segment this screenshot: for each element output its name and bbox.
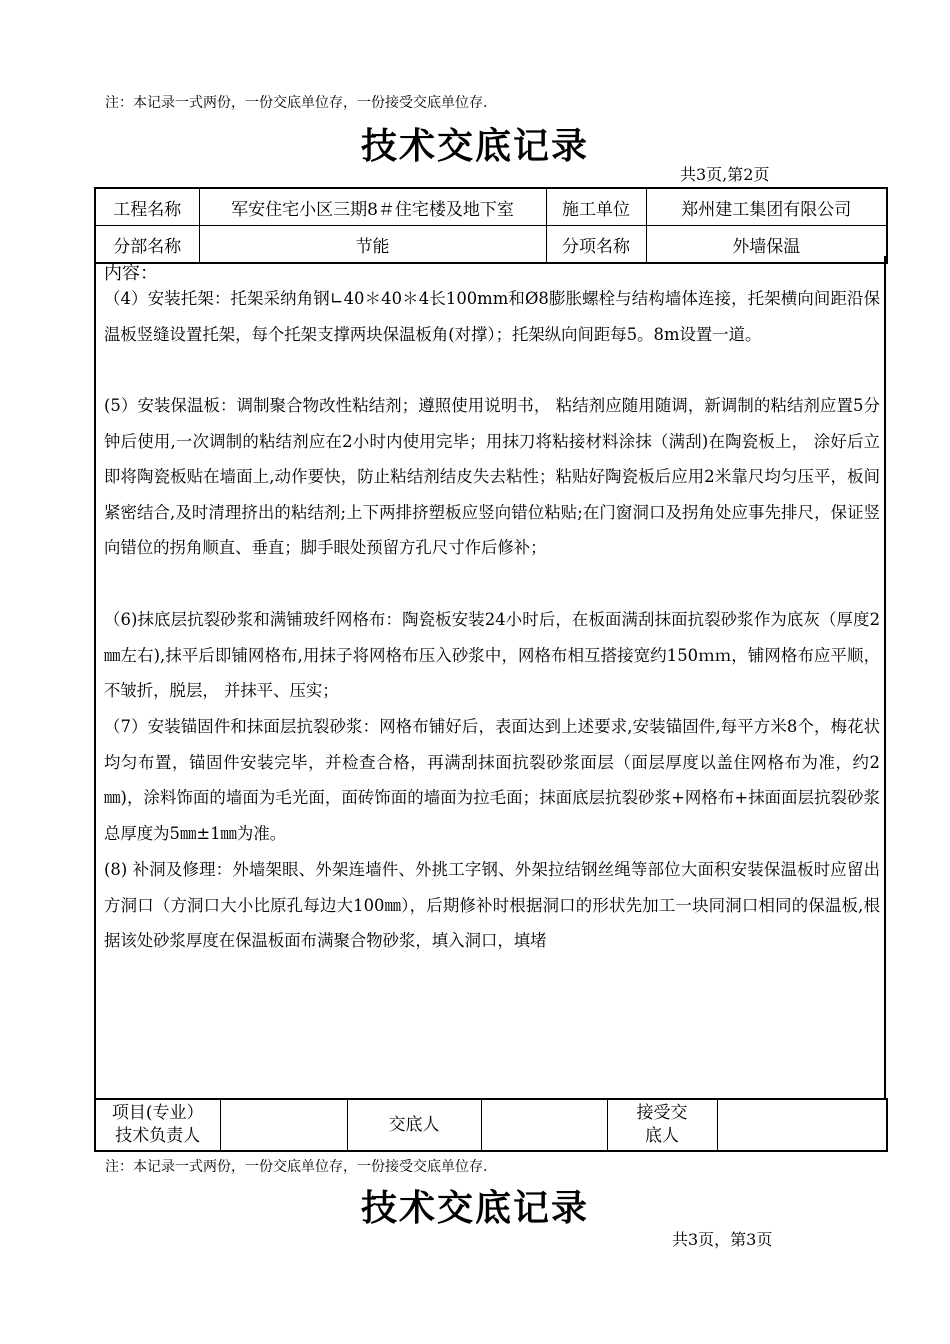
signature-row bbox=[95, 1099, 887, 1151]
subitem-label: 分项名称 bbox=[546, 226, 646, 264]
tech-lead-signature-cell[interactable] bbox=[220, 1099, 347, 1151]
top-note: 注：本记录一式两份，一份交底单位存，一份接受交底单位存. bbox=[105, 95, 488, 111]
construction-unit-value: 郑州建工集团有限公司 bbox=[646, 188, 887, 226]
signature-table bbox=[94, 1098, 888, 1152]
content-paragraph-5: (5）安装保温板：调制聚合物改性粘结剂；遵照使用说明书， 粘结剂应随用随调，新调制的粘结剂应置5分钟后使用,一次调制的粘结剂应在2小时内使用完毕；用抹刀将粘接材料涂抹（满刮)在陶瓷板上， 涂好后立即将陶瓷板贴在墙面上,动作要快，防止粘结剂结皮失去粘性；粘贴好陶瓷板后应用2米靠尺均匀压平，板间紧密结合,及时清理挤出的粘结剂;上下两排挤塑板应竖向错位粘贴;在门窗洞口及拐角处应事先排尺，保证竖向错位的拐角顺直、垂直；脚手眼处预留方孔尺寸作后修补； bbox=[104, 396, 880, 557]
receiver-label bbox=[607, 1099, 717, 1151]
page-title: 技术交底记录 bbox=[360, 125, 589, 167]
briefer-signature-cell[interactable] bbox=[481, 1099, 607, 1151]
footer-note: 注：本记录一式两份，一份交底单位存，一份接受交底单位存. bbox=[105, 1159, 488, 1175]
header-row-1 bbox=[95, 188, 887, 226]
page-number: 共3页,第2页 bbox=[680, 165, 770, 184]
content-paragraph-4: （4）安装托架：托架采纳角钢∟40＊40＊4长100mm和Ø8膨胀螺栓与结构墙体连接，托架横向间距沿保温板竖缝设置托架，每个托架支撑两块保温板角(对撑）；托架纵向间距每5。8m设置一道。 bbox=[104, 289, 880, 344]
tech-lead-label-line1: 项目(专业） bbox=[111, 1103, 204, 1123]
receiver-label-line1: 接受交 bbox=[636, 1103, 688, 1123]
project-name-value: 军安住宅小区三期8＃住宅楼及地下室 bbox=[199, 188, 546, 226]
receiver-label-line2: 底人 bbox=[645, 1126, 679, 1146]
header-table bbox=[94, 187, 888, 264]
content-paragraph-8: (8) 补洞及修理：外墙架眼、外架连墙件、外挑工字钢、外架拉结钢丝绳等部位大面积安装保温板时应留出方洞口（方洞口大小比原孔每边大100㎜），后期修补时根据洞口的形状先加工一块同洞口相同的保温板,根据该处砂浆厚度在保温板面布满聚合物砂浆，填入洞口，填堵 bbox=[104, 860, 880, 950]
division-label: 分部名称 bbox=[95, 226, 199, 264]
content-label: 内容： bbox=[104, 263, 158, 284]
next-page-title: 技术交底记录 bbox=[360, 1187, 589, 1229]
receiver-signature-cell[interactable] bbox=[717, 1099, 887, 1151]
content-paragraph-6: （6)抹底层抗裂砂浆和满铺玻纤网格布：陶瓷板安装24小时后，在板面满刮抹面抗裂砂浆作为底灰（厚度2㎜左右),抹平后即铺网格布,用抹子将网格布压入砂浆中，网格布相互搭接宽约150ｍｍ，铺网格布应平顺，不皱折，脱层， 并抹平、压实； bbox=[104, 610, 880, 700]
tech-lead-label-line2: 技术负责人 bbox=[115, 1126, 201, 1146]
briefer-label: 交底人 bbox=[347, 1099, 481, 1151]
next-page-number: 共3页，第3页 bbox=[672, 1230, 773, 1249]
content-paragraph-7: （7）安装锚固件和抹面层抗裂砂浆：网格布铺好后，表面达到上述要求,安装锚固件,每平方米8个，梅花状均匀布置，锚固件安装完毕，并检查合格，再满刮抹面抗裂砂浆面层（面层厚度以盖住网格布为准，约2㎜)，涂料饰面的墙面为毛光面，面砖饰面的墙面为拉毛面；抹面底层抗裂砂浆+网格布+抹面面层抗裂砂浆总厚度为5㎜±1㎜为准。 bbox=[104, 717, 880, 843]
subitem-value: 外墙保温 bbox=[646, 226, 887, 264]
division-value: 节能 bbox=[199, 226, 546, 264]
tech-lead-label bbox=[95, 1099, 220, 1151]
content-section bbox=[94, 256, 886, 1098]
construction-unit-label: 施工单位 bbox=[546, 188, 646, 226]
project-name-label: 工程名称 bbox=[95, 188, 199, 226]
